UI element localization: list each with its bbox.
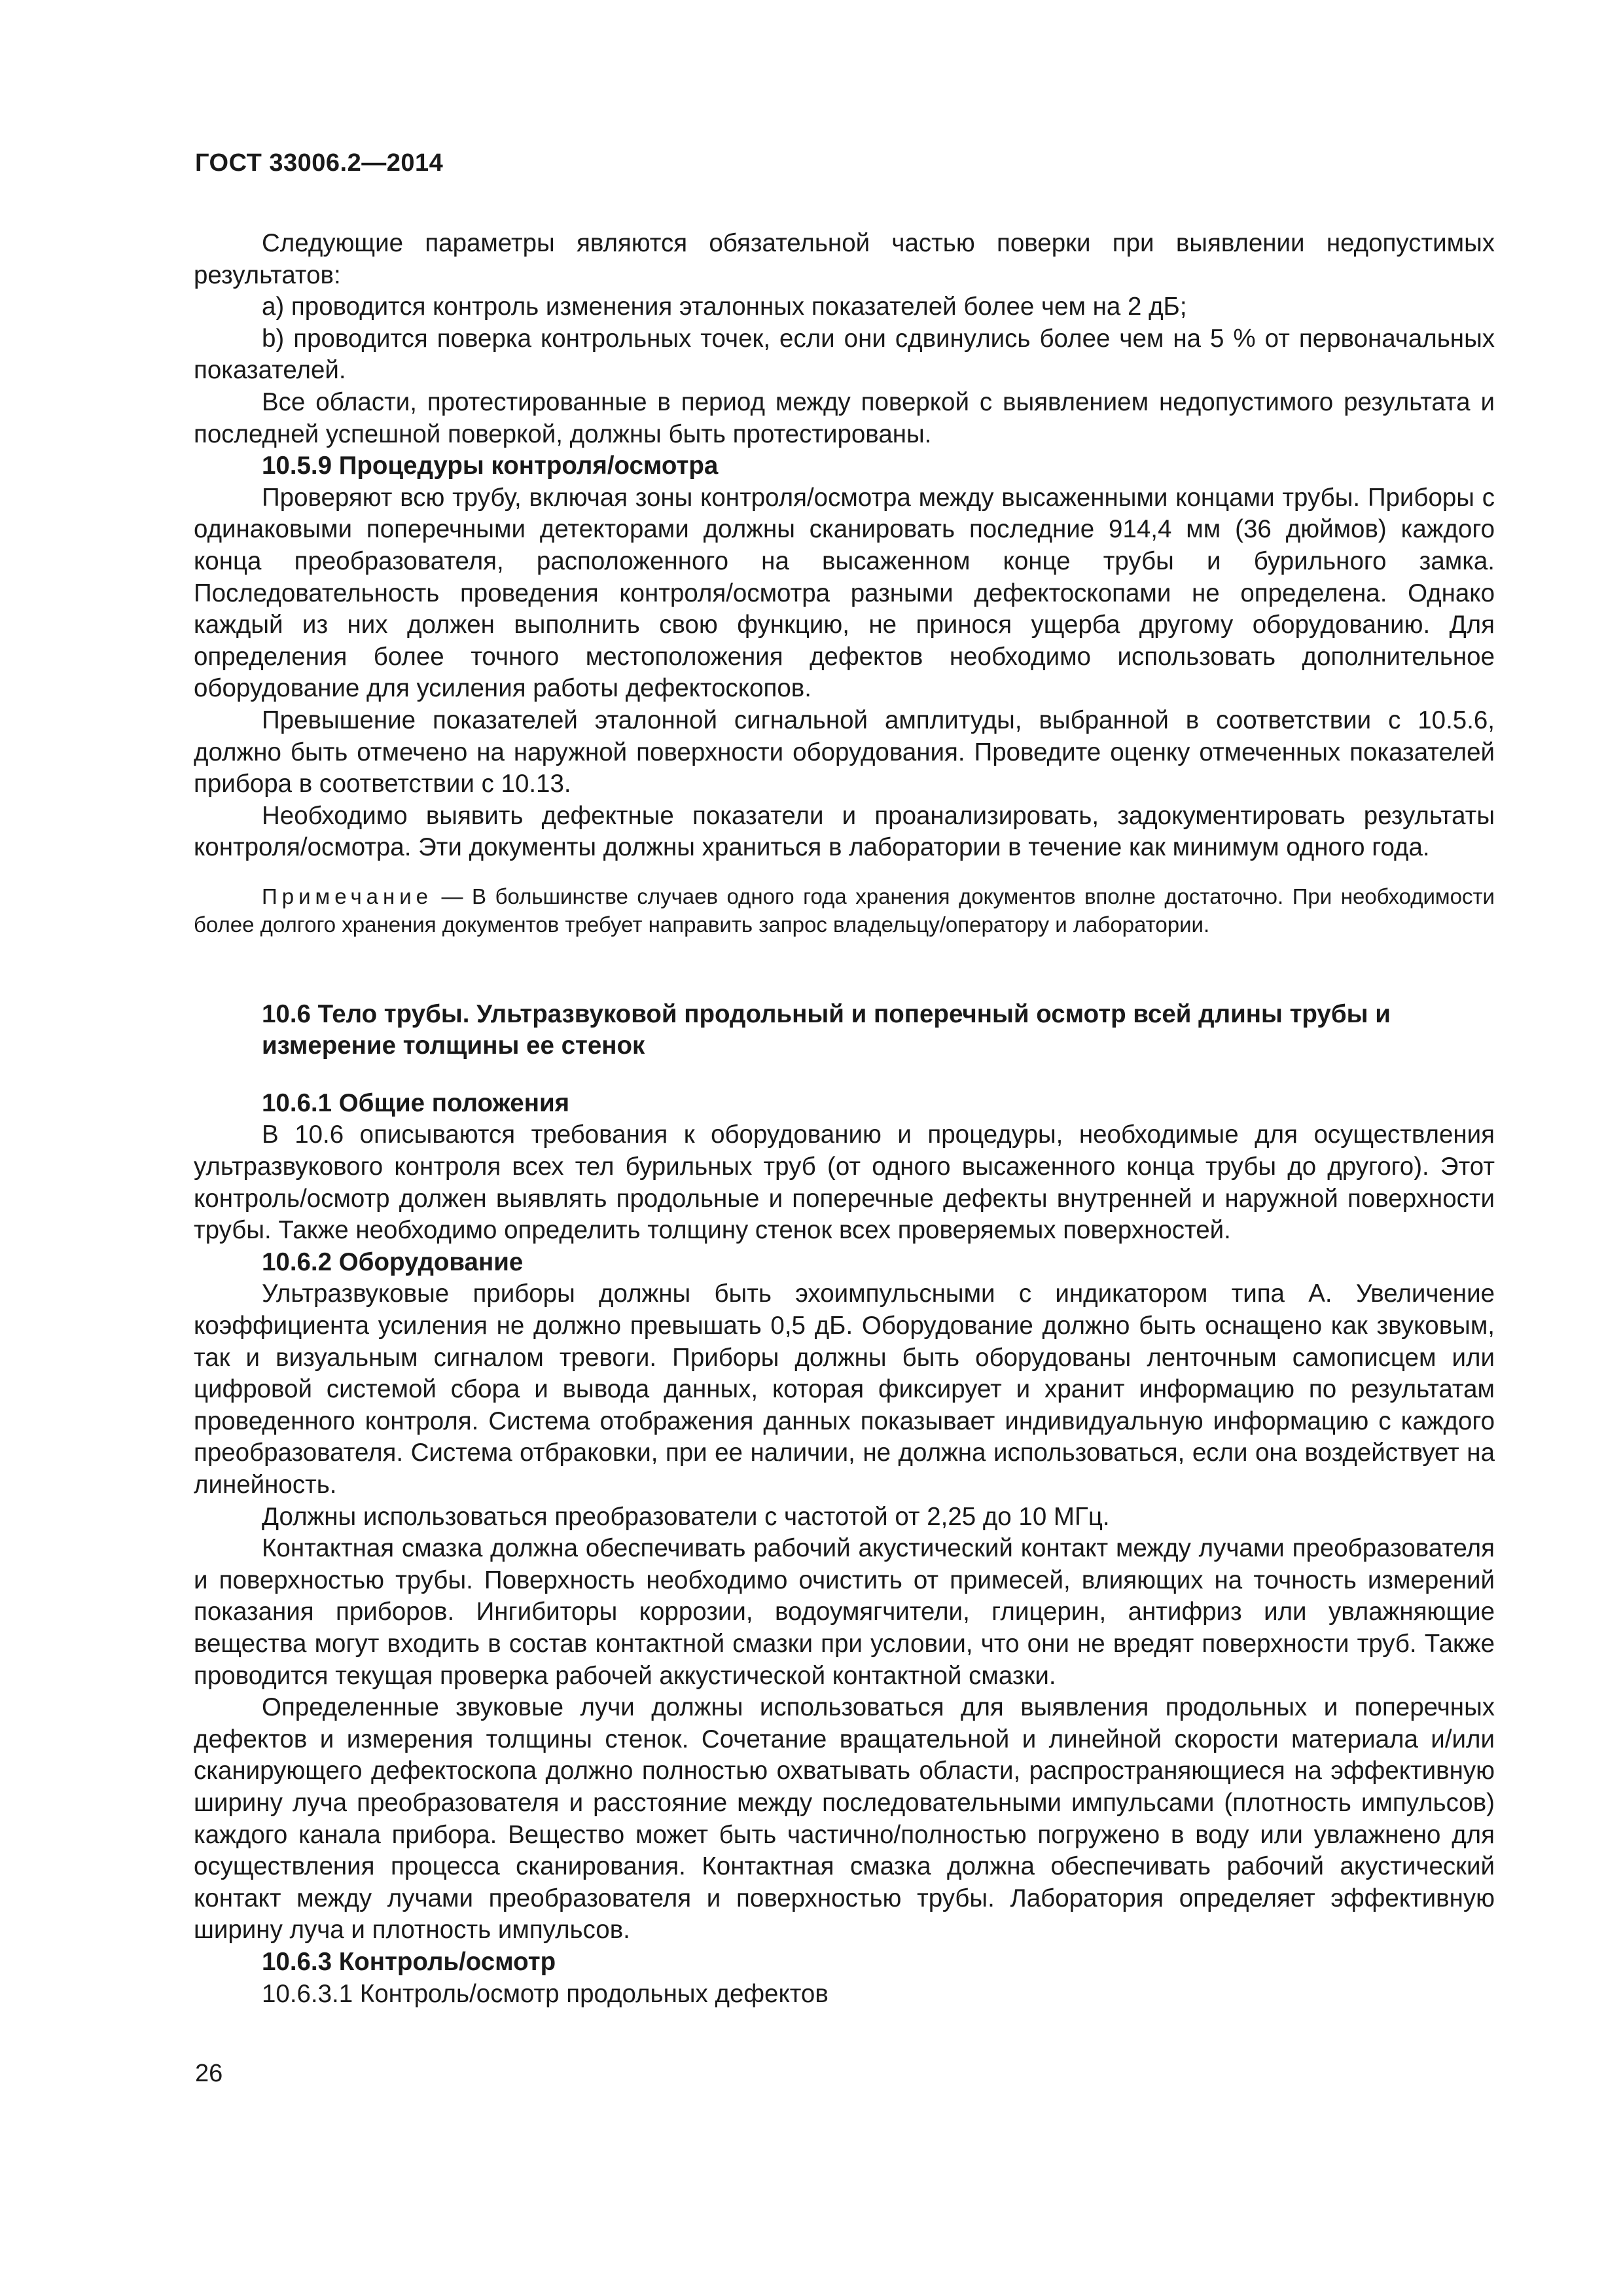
paragraph: Следующие параметры являются обязательной частью поверки при выявлении недопустимых результатов: — [194, 229, 1495, 289]
document-id-header: ГОСТ 33006.2—2014 — [195, 149, 444, 177]
paragraph: 10.6.3.1 Контроль/осмотр продольных дефектов — [262, 1979, 829, 2008]
subsection-heading-10-6-3: 10.6.3 Контроль/осмотр — [262, 1947, 556, 1976]
paragraph: Превышение показателей эталонной сигнальной амплитуды, выбранной в соответствии с 10.5.6, должно быть отмечено на наружной поверхности оборудования. Проведите оценку отмеченных показателей прибора в соответствии с 10.13. — [194, 706, 1495, 798]
list-item-a: а) проводится контроль изменения эталонных показателей более чем на 2 дБ; — [262, 293, 1187, 321]
note-text: — В большинстве случаев одного года хранения документов вполне достаточно. При необходимости более долгого хранения документов требует направить запрос владельцу/оператору и лаборатории. — [194, 884, 1495, 937]
page-body — [194, 228, 1495, 2010]
subsection-heading-10-5-9: 10.5.9 Процедуры контроля/осмотра — [262, 452, 719, 480]
paragraph: Ультразвуковые приборы должны быть эхоимпульсными с индикатором типа А. Увеличение коэффициента усиления не должно превышать 0,5 дБ. Оборудование должно быть оснащено как звуковым, так и визуальным сигналом тревоги. Приборы должны быть оборудованы ленточным самописцем или цифровой системой сбора и вывода данных, которая фиксирует и хранит информацию по результатам проведенного контроля. Система отображения данных показывает индивидуальную информацию с каждого преобразователя. Система отбраковки, при ее наличии, не должна использоваться, если она воздействует на линейность. — [194, 1280, 1495, 1499]
note-label: Примечание — [262, 884, 433, 908]
section-heading-10-6: 10.6 Тело трубы. Ультразвуковой продольный и поперечный осмотр всей длины трубы и измерение толщины ее стенок — [262, 999, 1391, 1060]
page-number: 26 — [195, 2060, 223, 2087]
paragraph: Должны использоваться преобразователи с частотой от 2,25 до 10 МГц. — [262, 1502, 1110, 1531]
paragraph: Необходимо выявить дефектные показатели и проанализировать, задокументировать результаты контроля/осмотра. Эти документы должны храниться в лаборатории в течение как минимум одного года. — [194, 801, 1495, 862]
subsection-heading-10-6-2: 10.6.2 Оборудование — [262, 1247, 524, 1276]
paragraph: В 10.6 описываются требования к оборудованию и процедуры, необходимые для осуществления ультразвукового контроля всех тел бурильных труб (от одного высаженного конца трубы до другого). Этот контроль/осмотр должен выявлять продольные и поперечные дефекты внутренней и наружной поверхности трубы. Также необходимо определить толщину стенок всех проверяемых поверхностей. — [194, 1121, 1495, 1245]
paragraph: Контактная смазка должна обеспечивать рабочий акустический контакт между лучами преобразователя и поверхностью трубы. Поверхность необходимо очистить от примесей, влияющих на точность измерений показания приборов. Ингибиторы коррозии, водоумягчители, глицерин, антифриз или увлажняющие вещества могут входить в состав контактной смазки при условии, что они не вредят поверхности труб. Также проводится текущая проверка рабочей аккустической контактной смазки. — [194, 1534, 1495, 1690]
list-item-b: b) проводится поверка контрольных точек, если они сдвинулись более чем на 5 % от первоначальных показателей. — [194, 324, 1495, 385]
paragraph: Определенные звуковые лучи должны использоваться для выявления продольных и поперечных дефектов и измерения толщины стенок. Сочетание вращательной и линейной скорости материала и/или сканирующего дефектоскопа должно полностью охватывать области, распространяющиеся на эффективную ширину луча преобразователя и расстояние между последовательными импульсами (плотность импульсов) каждого канала прибора. Вещество может быть частично/полностью погружено в воду или увлажнено для осуществления процесса сканирования. Контактная смазка должна обеспечивать рабочий акустический контакт между лучами преобразователя и поверхностью трубы. Лаборатория определяет эффективную ширину луча и плотность импульсов. — [194, 1693, 1495, 1945]
subsection-heading-10-6-1: 10.6.1 Общие положения — [262, 1088, 570, 1117]
paragraph: Все области, протестированные в период между поверкой с выявлением недопустимого результата и последней успешной поверкой, должны быть протестированы. — [194, 387, 1495, 448]
note — [194, 882, 1495, 939]
paragraph: Проверяют всю трубу, включая зоны контроля/осмотра между высаженными концами трубы. Приборы с одинаковыми поперечными детекторами должны сканировать последние 914,4 мм (36 дюймов) каждого конца преобразователя, расположенного на высаженном конце трубы и бурильного замка. Последовательность проведения контроля/осмотра разными дефектоскопами не определена. Однако каждый из них должен выполнить свою функцию, не принося ущерба другому оборудованию. Для определения более точного местоположения дефектов необходимо использовать дополнительное оборудование для усиления работы дефектоскопов. — [194, 483, 1495, 703]
